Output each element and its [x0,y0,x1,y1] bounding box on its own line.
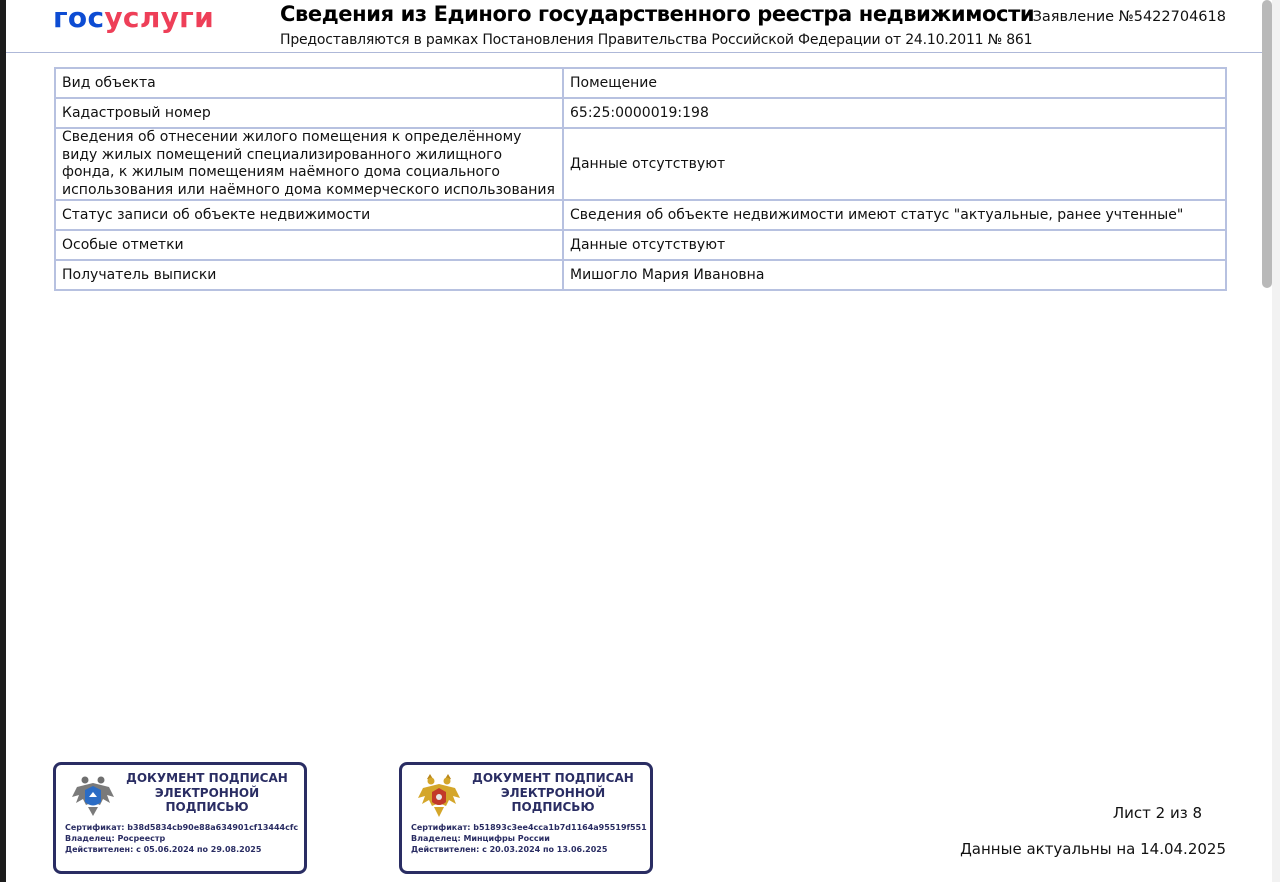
stamp-owner: Владелец: Минцифры России [411,834,550,843]
row-value: Данные отсутствуют [563,128,1226,200]
row-value: Мишогло Мария Ивановна [563,260,1226,290]
signature-stamp-mintsifry [399,762,653,874]
stamp-title: ДОКУМЕНТ ПОДПИСАН ЭЛЕКТРОННОЙ ПОДПИСЬЮ [126,771,288,814]
page-counter: Лист 2 из 8 [1112,804,1202,822]
row-value: 65:25:0000019:198 [563,98,1226,128]
document-page [6,0,1272,882]
row-label: Вид объекта [55,68,563,98]
row-value: Сведения об объекте недвижимости имеют статус "актуальные, ранее учтенные" [563,200,1226,230]
scrollbar-track[interactable] [1272,0,1280,882]
stamp-details [65,822,301,855]
application-number: Заявление №5422704618 [1032,9,1226,25]
stamp-validity: Действителен: с 20.03.2024 по 13.06.2025 [411,845,608,854]
table-row [55,98,1226,128]
table-row [55,200,1226,230]
scrollbar-thumb[interactable] [1262,0,1272,288]
stamp-details [411,822,647,855]
table-row [55,128,1226,200]
gosuslugi-logo [53,1,214,34]
stamp-certificate: Сертификат: b51893c3ee4cca1b7d1164a95519f551 [411,823,647,832]
russia-coat-of-arms-icon [416,771,462,821]
stamp-certificate: Сертификат: b38d5834cb90e88a634901cf13444cfc [65,823,299,832]
stamp-title: ДОКУМЕНТ ПОДПИСАН ЭЛЕКТРОННОЙ ПОДПИСЬЮ [472,771,634,814]
table-row [55,260,1226,290]
signature-stamp-rosreestr [53,762,307,874]
row-label: Сведения об отнесении жилого помещения к определённому виду жилых помещений специализированного жилищного фонда, к жилым помещениям наёмного дома социального использования или наёмного дома коммерческого использования [55,128,563,200]
row-label: Кадастровый номер [55,98,563,128]
logo-part-gos: гос [53,1,105,34]
row-value: Данные отсутствуют [563,230,1226,260]
table-row [55,230,1226,260]
rosreestr-emblem-icon [70,771,116,821]
logo-part-uslugi: услуги [104,1,215,34]
row-label: Особые отметки [55,230,563,260]
property-info-table [54,67,1227,291]
document-header [6,0,1272,53]
row-value: Помещение [563,68,1226,98]
row-label: Получатель выписки [55,260,563,290]
data-actual-date: Данные актуальны на 14.04.2025 [960,840,1226,858]
stamp-owner: Владелец: Росреестр [65,834,166,843]
stamp-validity: Действителен: с 05.06.2024 по 29.08.2025 [65,845,262,854]
table-row [55,68,1226,98]
document-subtitle: Предоставляются в рамках Постановления Правительства Российской Федерации от 24.10.2011 № 861 [280,32,1033,48]
row-label: Статус записи об объекте недвижимости [55,200,563,230]
document-title: Сведения из Единого государственного реестра недвижимости [280,2,1035,26]
